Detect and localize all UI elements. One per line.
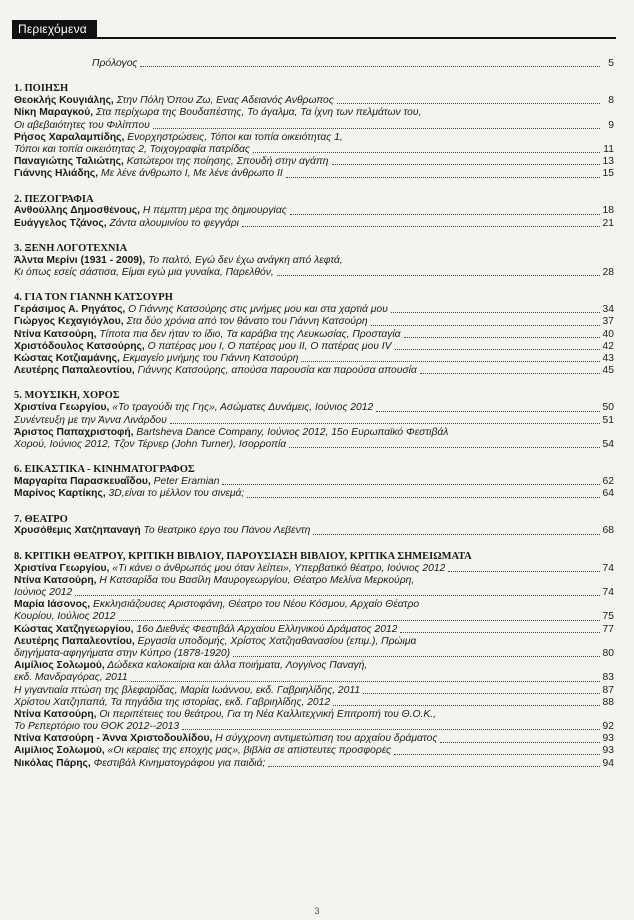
entry-author: Μαρία Ιάσονος,: [14, 599, 91, 611]
entry-author: Λευτέρης Παπαλεοντίου,: [14, 365, 135, 377]
toc-entry[interactable]: [14, 488, 614, 500]
entry-author: Χρυσόθεμις Χατζηπαναγή: [14, 525, 141, 537]
page-number: 92: [602, 721, 614, 733]
toc-entry[interactable]: [14, 733, 614, 745]
toc-entry[interactable]: [14, 746, 614, 758]
page-number: 5: [608, 58, 614, 69]
dot-leader: [268, 765, 600, 767]
toc-entry[interactable]: [14, 685, 614, 697]
toc-entry[interactable]: [14, 95, 614, 107]
entry-author: Ντίνα Κατσούρη - Άννα Χριστοδουλίδου,: [14, 733, 213, 745]
toc-entry[interactable]: [14, 563, 614, 575]
table-of-contents: [14, 58, 614, 770]
page-number: 75: [602, 611, 614, 623]
toc-entry[interactable]: [14, 660, 614, 672]
entry-text: [14, 672, 128, 684]
entry-text: [14, 144, 250, 156]
toc-entry[interactable]: [14, 341, 614, 353]
entry-author: Γεράσιμος Α. Ρηγάτος,: [14, 304, 126, 316]
toc-entry[interactable]: [14, 218, 614, 230]
entry-author: Ανθούλλης Δημοσθένους,: [14, 205, 140, 217]
page-number: 51: [602, 414, 614, 426]
entry-text: [14, 599, 419, 611]
page-number: 43: [602, 353, 614, 364]
entry-text: [14, 427, 448, 439]
toc-entry[interactable]: [14, 672, 614, 684]
dot-leader: [420, 372, 600, 374]
entry-text: [14, 587, 72, 599]
dot-leader: [182, 728, 600, 730]
page-footer-number: 3: [314, 906, 320, 916]
toc-entry[interactable]: [14, 402, 614, 414]
entry-works: Οι περιπέτειες του θεάτρου, Για τη Νέα Καλλιτεχνική Επιτροπή του Θ.Ο.Κ.,: [96, 708, 437, 720]
toc-entry[interactable]: [14, 721, 614, 733]
entry-text: [14, 733, 437, 745]
entry-text: [14, 107, 421, 119]
entry-works: Εκμαγείο μνήμης του Γιάννη Κατσούρη: [119, 353, 299, 364]
entry-works: Συνέντευξη με την Άννα Λινάρδου: [14, 414, 167, 426]
dot-leader: [290, 213, 600, 215]
entry-works: Με λένε άνθρωπο I, Με λένε άνθρωπο II: [98, 168, 283, 180]
entry-author: Αιμίλιος Σολωμού,: [14, 660, 105, 672]
dot-leader: [313, 533, 600, 535]
entry-text: [14, 697, 330, 709]
page-number: 74: [602, 587, 614, 599]
page-number: 13: [602, 156, 614, 168]
entry-works: «Οι κεραίες της εποχής μας», βιβλία σε απίστευτες προσφορές: [104, 745, 392, 757]
entry-works: «Τι κάνει ο άνθρωπός μου όταν λείπει», Υπερβατικό θέατρο, Ιούνιος 2012: [109, 562, 446, 574]
toc-entry[interactable]: [14, 304, 614, 316]
entry-works: Τίποτα πια δεν ήταν το ίδιο, Τα καράβια της Λευκωσίας, Προσταγία: [96, 328, 401, 340]
entry-text: [14, 353, 298, 365]
entry-works: Στα περίχωρα της Βουδαπέστης, Το άγαλμα, Τα ίχνη των πελμάτων του,: [93, 107, 422, 119]
section-title: 8. ΚΡΙΤΙΚΗ ΘΕΑΤΡΟΥ, ΚΡΙΤΙΚΗ ΒΙΒΛΙΟΥ, ΠΑΡΟΥΣΙΑΣΗ ΒΙΒΛΙΟΥ, ΚΡΙΤΙΚΑ ΣΗΜΕΙΩΜΑΤΑ: [14, 550, 472, 562]
dot-leader: [170, 422, 600, 424]
entry-works: Εκκλησιάζουσες Αριστοφάνη, Θέατρο του Νέου Κόσμου, Αρχαίο Θέατρο: [90, 599, 420, 611]
section-gap: [14, 230, 614, 242]
entry-text: [14, 709, 436, 721]
entry-author: Χριστόδουλος Κατσούρης,: [14, 340, 145, 352]
entry-works: Το Ρεπερτόριο του ΘΟΚ 2012--2013: [14, 721, 180, 733]
entry-author: Άριστος Παπαχριστοφή,: [14, 426, 134, 438]
page-number: 74: [602, 562, 614, 574]
section-title: 2. ΠΕΖΟΓΡΑΦΙΑ: [14, 193, 94, 205]
dot-leader: [289, 446, 600, 448]
entry-text: [14, 611, 116, 623]
entry-works: Γιάννης Κατσούρης, απούσα παρουσία και παρούσα απουσία: [134, 365, 417, 377]
page-number: 94: [602, 757, 614, 769]
entry-author: Γιάννης Ηλιάδης,: [14, 168, 99, 180]
dot-leader: [404, 336, 600, 338]
page-number: 34: [602, 304, 614, 316]
entry-author: Χριστίνα Γεωργίου,: [14, 402, 110, 414]
page-number: 40: [602, 328, 614, 340]
toc-entry[interactable]: [14, 476, 614, 488]
entry-text: [14, 488, 244, 500]
toc-entry[interactable]: [14, 144, 614, 156]
entry-text: [14, 120, 150, 132]
entry-works: Ενορχηστρώσεις, Τόποι και τοπία οικειότητας 1,: [124, 131, 343, 143]
dot-leader: [391, 311, 600, 313]
page-number: 64: [602, 488, 614, 500]
page-number: 87: [602, 684, 614, 696]
entry-text: [14, 304, 388, 316]
entry-author: Ντίνα Κατσούρη,: [14, 574, 97, 586]
dot-leader: [363, 692, 600, 694]
entry-text: [14, 132, 343, 144]
page-number: 8: [608, 95, 614, 107]
entry-text: [14, 636, 416, 648]
toc-entry[interactable]: [14, 132, 614, 144]
page-number: 9: [608, 119, 614, 131]
entry-works: Χρίστου Χατζηπαπά, Τα πηγάδια της ιστορίας, εκδ. Γαβριηλίδης, 2012: [14, 696, 331, 708]
toc-entry[interactable]: [14, 697, 614, 709]
entry-text: [14, 575, 414, 587]
toc-entry[interactable]: [14, 758, 614, 770]
entry-text: [14, 267, 274, 279]
toc-entry[interactable]: [14, 648, 614, 660]
dot-leader: [233, 655, 600, 657]
page-number: 88: [602, 696, 614, 708]
dot-leader: [286, 176, 600, 178]
entry-text: [14, 746, 391, 758]
contents-header: [12, 20, 616, 38]
entry-author: Αιμίλιος Σολωμού,: [14, 745, 105, 757]
entry-text: [14, 218, 239, 230]
toc-entry[interactable]: [14, 329, 614, 341]
dot-leader: [247, 496, 600, 498]
entry-works: Το παλτό, Εγώ δεν έχω ανάγκη από λεφτά,: [145, 254, 343, 266]
dot-leader: [440, 741, 600, 743]
entry-works: Ο Γιάννης Κατσούρης στις μνήμες μου και στα χαρτιά μου: [125, 304, 388, 316]
entry-text: [14, 156, 329, 168]
page-number: 18: [602, 205, 614, 217]
entry-works: Εργασία υποδομής, Χρίστος Χατζηαθανασίου (επιμ.), Πρώιμα: [134, 635, 417, 647]
dot-leader: [222, 483, 600, 485]
toc-entry[interactable]: [14, 415, 614, 427]
entry-works: 16ο Διεθνές Φεστιβάλ Αρχαίου Ελληνικού Δράματος 2012: [133, 623, 398, 635]
dot-leader: [301, 360, 600, 362]
page-number: 45: [602, 365, 614, 377]
entry-works: Τόποι και τοπία οικειότητας 2, Τοιχογραφία πατρίδας: [14, 143, 250, 155]
entry-works: Οι αβεβαιότητες του Φιλίππου: [14, 119, 150, 131]
section-gap: [14, 70, 614, 82]
section-gap: [14, 377, 614, 389]
entry-works: Στα δύο χρόνια από τον θάνατο του Γιάννη Κατσούρη: [123, 316, 368, 328]
page-number: 77: [602, 623, 614, 635]
toc-entry[interactable]: [14, 575, 614, 587]
dot-leader: [448, 570, 600, 572]
entry-author: Άλντα Μερίνι (1931 - 2009),: [14, 254, 146, 266]
toc-entry[interactable]: [14, 255, 614, 267]
toc-entry[interactable]: [14, 156, 614, 168]
entry-text: [14, 758, 265, 770]
section-gap: [14, 501, 614, 513]
contents-title: Περιεχόμενα: [12, 20, 97, 38]
entry-text: [14, 439, 286, 451]
section-gap: [14, 181, 614, 193]
entry-author: Θεοκλής Κουγιάλης,: [14, 95, 114, 107]
entry-text: [14, 329, 401, 341]
toc-entry[interactable]: [14, 267, 614, 279]
entry-works: Ιούνιος 2012: [14, 587, 73, 599]
dot-leader: [153, 127, 600, 129]
dot-leader: [332, 163, 601, 165]
entry-works: Peter Eramian: [150, 476, 220, 488]
section-title: 1. ΠΟΙΗΣΗ: [14, 83, 69, 95]
section-gap: [14, 279, 614, 291]
page-number: 15: [602, 168, 614, 180]
entry-works: Το θεατρικό έργο του Πάνου Λεβέντη: [140, 525, 311, 537]
entry-text: [14, 721, 179, 733]
toc-entry[interactable]: [14, 587, 614, 599]
entry-text: [14, 365, 417, 377]
page-number: 62: [602, 476, 614, 488]
entry-works: Στην Πόλη Όπου Ζω, Ενας Αδειανός Ανθρωπος: [113, 95, 334, 107]
toc-entry[interactable]: [14, 439, 614, 451]
entry-works: εκδ. Μανδραγόρας, 2011: [14, 672, 128, 684]
dot-leader: [140, 65, 600, 67]
entry-author: Νίκη Μαραγκού,: [14, 107, 94, 119]
dot-leader: [131, 680, 600, 682]
entry-author: Ντίνα Κατσούρη,: [14, 328, 97, 340]
entry-text: [14, 648, 230, 660]
section-title: 7. ΘΕΑΤΡΟ: [14, 513, 68, 525]
toc-entry[interactable]: [14, 427, 614, 439]
entry-works: Χορού, Ιούνιος 2012, Τζον Τέρνερ (John Turner), Ισορροπία: [14, 438, 287, 450]
page-number: 54: [602, 438, 614, 450]
page-number: 50: [602, 402, 614, 414]
page-number: 37: [602, 316, 614, 328]
entry-author: Νικόλας Πάρης,: [14, 757, 91, 769]
dot-leader: [277, 274, 600, 276]
page-number: 68: [602, 525, 614, 537]
entry-works: Ο πατέρας μου I, Ο πατέρας μου II, Ο πατέρας μου IV: [144, 340, 392, 352]
dot-leader: [400, 631, 600, 633]
entry-works: Κουρίου, Ιούλιος 2012: [14, 611, 116, 623]
entry-works: «Το τραγούδι της Γης», Ασώματες Δυνάμεις, Ιούνιος 2012: [109, 402, 374, 414]
entry-text: [14, 316, 368, 328]
toc-entry[interactable]: [14, 624, 614, 636]
entry-text: [14, 476, 219, 488]
entry-author: Μαρίνος Καρτίκης,: [14, 488, 106, 500]
entry-text: [14, 206, 287, 218]
dot-leader: [394, 753, 600, 755]
dot-leader: [376, 410, 600, 412]
entry-author: Κώστας Χατζηγεωργίου,: [14, 623, 134, 635]
toc-entry[interactable]: [14, 107, 614, 119]
section-gap: [14, 538, 614, 550]
header-rule: [12, 37, 616, 39]
entry-text: [14, 685, 360, 697]
entry-author: Γιώργος Κεχαγιόγλου,: [14, 316, 124, 328]
page-number: 83: [602, 672, 614, 684]
toc-entry[interactable]: [14, 353, 614, 365]
dot-leader: [337, 102, 600, 104]
toc-entry[interactable]: [14, 526, 614, 538]
entry-works: Κατώτεροι της ποίησης, Σπουδή στην αγάπη: [123, 156, 329, 168]
entry-works: Κι όπως εσείς σάστισα, Είμαι εγώ μια γυναίκα, Παρελθόν,: [14, 267, 274, 279]
section-title: 4. ΓΙΑ ΤΟΝ ΓΙΑΝΝΗ ΚΑΤΣΟΥΡΗ: [14, 292, 173, 304]
entry-text: [14, 624, 397, 636]
toc-entry-prologue[interactable]: [14, 58, 614, 70]
prologue-label: Πρόλογος: [92, 58, 138, 69]
entry-works: διηγήματα-αφηγήματα στην Κύπρο (1878-1920): [14, 648, 231, 659]
entry-text: [14, 168, 283, 180]
dot-leader: [333, 704, 600, 706]
page-number: 11: [603, 143, 614, 155]
toc-entry[interactable]: [14, 636, 614, 648]
dot-leader: [242, 225, 600, 227]
page-number: 93: [602, 745, 614, 757]
entry-text: [14, 341, 392, 353]
entry-author: Μαργαρίτα Παρασκευαΐδου,: [14, 476, 151, 488]
toc-entry[interactable]: [14, 365, 614, 377]
toc-entry[interactable]: [14, 120, 614, 132]
entry-author: Κώστας Κοτζιαμάνης,: [14, 353, 120, 364]
entry-works: Η σύγχρονη αντιμετώπιση του αρχαίου δράματος: [212, 733, 438, 745]
entry-text: [14, 402, 373, 414]
entry-works: Φεστιβάλ Κινηματογράφου για παιδιά;: [90, 757, 266, 769]
toc-entry[interactable]: [14, 709, 614, 721]
dot-leader: [395, 348, 600, 350]
dot-leader: [119, 619, 600, 621]
entry-author: Ρήσος Χαραλαμπίδης,: [14, 131, 125, 143]
entry-works: Η πέμπτη μέρα της δημιουργίας: [139, 205, 287, 217]
page-number: 28: [602, 267, 614, 279]
page-number: 93: [602, 733, 614, 745]
entry-works: 3D,είναι το μέλλον του σινεμά;: [105, 488, 245, 500]
entry-text: [14, 563, 445, 575]
page-number: 42: [602, 340, 614, 352]
section-title: 6. ΕΙΚΑΣΤΙΚΑ - ΚΙΝΗΜΑΤΟΓΡΑΦΟΣ: [14, 464, 195, 476]
entry-text: [14, 95, 334, 107]
dot-leader: [253, 151, 600, 153]
entry-works: Η Κατσαρίδα του Βασίλη Μαυρογεωργίου, Θέατρο Μελίνα Μερκούρη,: [96, 574, 415, 586]
toc-entry[interactable]: [14, 599, 614, 611]
page-number: 80: [602, 648, 614, 659]
entry-author: Ευάγγελος Τζάνος,: [14, 217, 107, 229]
entry-works: Η γιγαντιαία πτώση της βλεφαρίδας, Μαρία Ιωάννου, εκδ. Γαβριηλίδης, 2011: [14, 684, 361, 696]
toc-entry[interactable]: [14, 168, 614, 180]
entry-author: Ντίνα Κατσούρη,: [14, 708, 97, 720]
dot-leader: [371, 324, 600, 326]
entry-text: [14, 660, 367, 672]
entry-author: Παναγιώτης Ταλιώτης,: [14, 156, 124, 168]
entry-text: [14, 526, 310, 538]
entry-works: Ζάντα αλουμινίου το φεγγάρι: [106, 217, 239, 229]
dot-leader: [75, 594, 600, 596]
toc-entry[interactable]: [14, 611, 614, 623]
entry-author: Χριστίνα Γεωργίου,: [14, 562, 110, 574]
section-title: 3. ΞΕΝΗ ΛΟΓΟΤΕΧΝΙΑ: [14, 242, 128, 254]
section-title: 5. ΜΟΥΣΙΚΗ, ΧΟΡΟΣ: [14, 390, 120, 402]
page-number: 21: [602, 217, 614, 229]
entry-works: Δώδεκα καλοκαίρια και άλλα ποιήματα, Λογγίνος Παναγή,: [104, 660, 368, 672]
entry-author: Λευτέρης Παπαλεοντίου,: [14, 635, 135, 647]
entry-text: [14, 255, 343, 267]
toc-entry[interactable]: [14, 206, 614, 218]
toc-entry[interactable]: [14, 316, 614, 328]
section-gap: [14, 451, 614, 463]
entry-text: [14, 415, 167, 427]
entry-works: Bartsheva Dance Company, Ιούνιος 2012, 15ο Ευρωπαϊκό Φεστιβάλ: [133, 426, 449, 438]
